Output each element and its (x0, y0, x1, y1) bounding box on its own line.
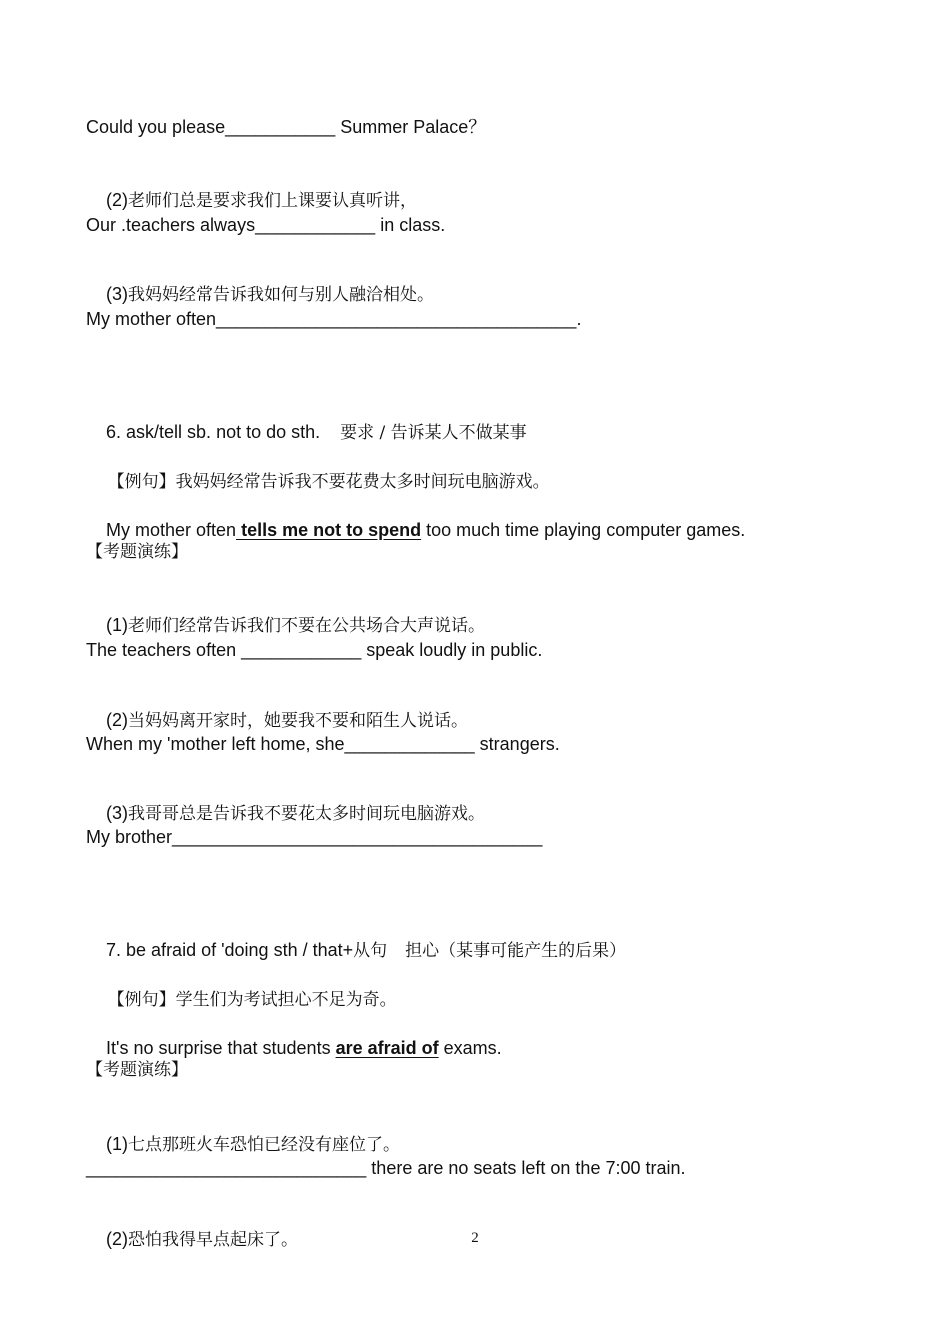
heading-english: 7. be afraid of 'doing sth / that+ (106, 940, 354, 960)
item-number: (3) (106, 803, 129, 823)
exercise-tag: 【考题演练】 (86, 542, 188, 562)
item-number: (1) (106, 1134, 129, 1154)
chinese-text: 七点那班火车恐怕已经没有座位了。 (128, 1135, 401, 1155)
heading-english: 6. ask/tell sb. not to do sth. (106, 422, 321, 442)
chinese-text: 我妈妈经常告诉我如何与别人融洽相处。 (128, 285, 435, 305)
heading-chinese: 担心（某事可能产生的后果） (405, 941, 627, 961)
example-tag: 【例句】 (107, 990, 176, 1010)
text-line: ____________________________ there are no seats left on the 7:00 train. (86, 1158, 686, 1178)
heading-chinese: 要求 / 告诉某人不做某事 (340, 423, 527, 443)
chinese-text: 老师们经常告诉我们不要在公共场合大声说话。 (128, 616, 486, 636)
sentence-text: exams. (438, 1038, 502, 1058)
sentence-text: It's no surprise that students (106, 1038, 336, 1058)
text-line: Our .teachers always____________ in class. (86, 215, 446, 235)
chinese-text: 我哥哥总是告诉我不要花太多时间玩电脑游戏。 (128, 804, 486, 824)
heading-chinese: 从句 (353, 941, 388, 961)
item-number: (2) (106, 710, 129, 730)
example-tag: 【例句】 (107, 472, 176, 492)
chinese-text: 恐怕我得早点起床了。 (128, 1230, 299, 1250)
exercise-tag: 【考题演练】 (86, 1060, 188, 1080)
text-line: The teachers often ____________ speak loudly in public. (86, 640, 543, 660)
text-line: My mother often____________________________________. (86, 309, 582, 329)
chinese-text: 学生们为考试担心不足为奇。 (175, 990, 397, 1010)
item-number: (1) (106, 615, 129, 635)
chinese-text: 当妈妈离开家时，她要我不要和陌生人说话。 (128, 711, 469, 731)
chinese-text: 我妈妈经常告诉我不要花费太多时间玩电脑游戏。 (175, 472, 550, 492)
sentence-text: too much time playing computer games. (421, 520, 746, 540)
sentence-text: My mother often (106, 520, 237, 540)
text-line: When my 'mother left home, she_____________ strangers. (86, 734, 560, 754)
text-line: My brother_____________________________________ (86, 827, 543, 847)
text-line: Could you please___________ Summer Palace？ (86, 117, 487, 137)
page-number: 2 (471, 1230, 479, 1246)
chinese-text: 老师们总是要求我们上课要认真听讲， (128, 191, 418, 211)
item-number: (2) (106, 190, 129, 210)
item-number: (2) (106, 1229, 129, 1249)
key-phrase: are afraid of (335, 1038, 439, 1058)
key-phrase: tells me not to spend (236, 520, 422, 540)
item-number: (3) (106, 284, 129, 304)
